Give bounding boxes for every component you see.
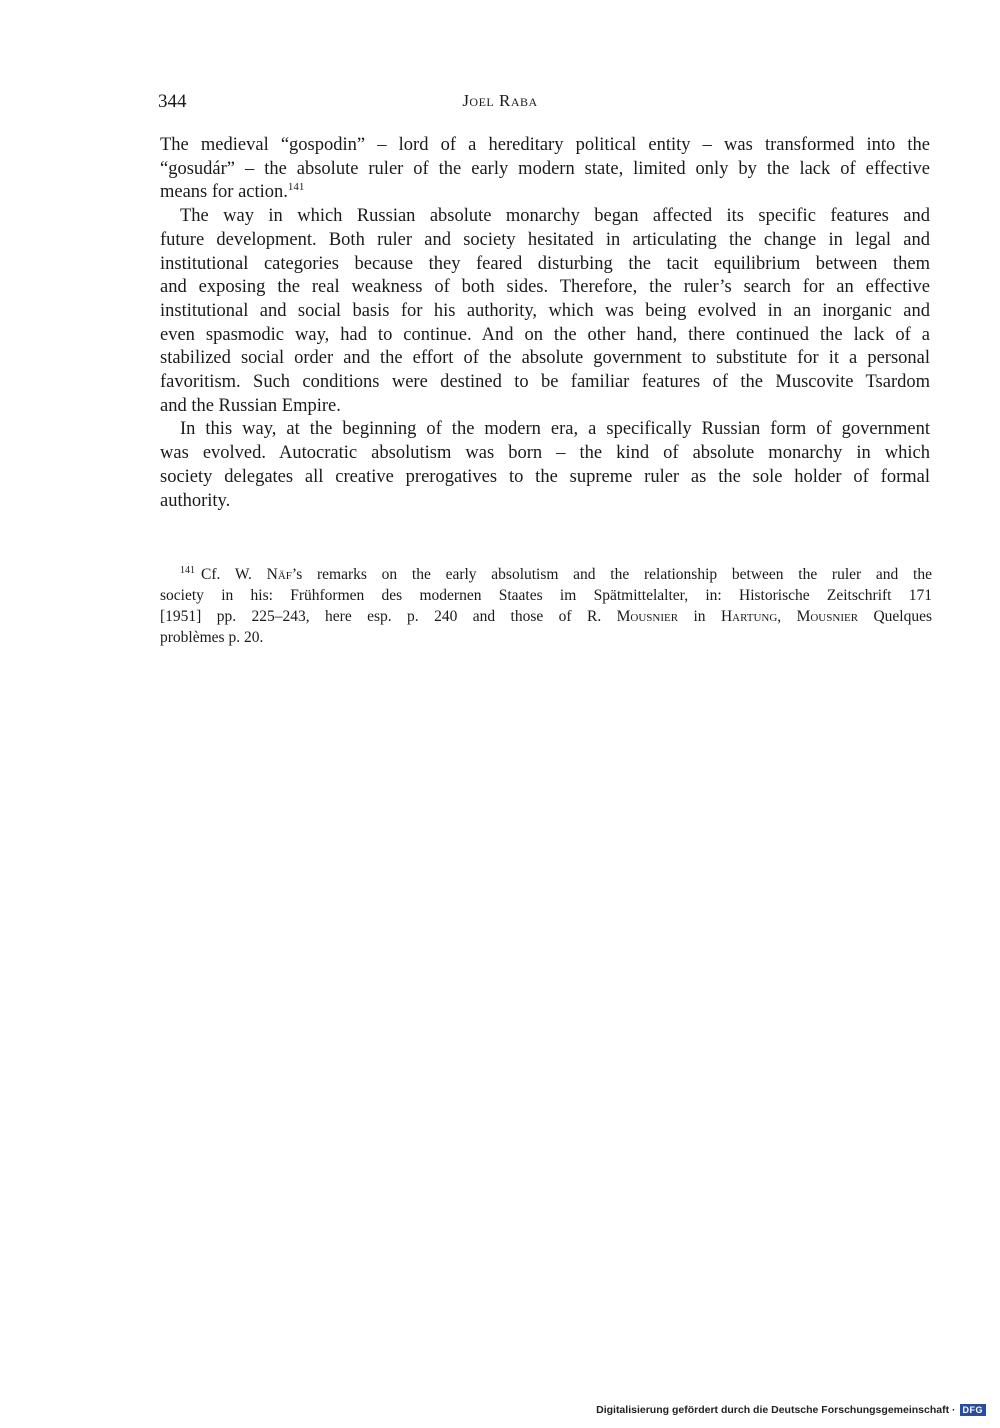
credit-text: Digitalisierung gefördert durch die Deutsche Forschungsgemeinschaft · [596,1404,956,1416]
footnote-text: ’s remarks on the early absolutism and the relationship between the ruler and the [291,566,932,583]
text-line: and the Russian Empire. [160,395,341,416]
text-line: In this way, at the beginning of the modern era, a specifically Russian form of government [180,419,930,440]
text-line: The medieval “gospodin” – lord of a hereditary political entity – was transformed into the [160,135,930,155]
text-line: The way in which Russian absolute monarchy began affected its specific features and [180,206,930,227]
digitization-credit [596,1404,986,1416]
footnote-mark: 141 [180,564,195,576]
text-line: society delegates all creative prerogatives to the supreme ruler as the sole holder of formal [160,466,930,487]
footnote-reference[interactable]: 141 [287,181,305,194]
paragraph-3 [160,418,930,513]
footnote-line: society in his: Frühformen des modernen Staates im Spätmittelalter, in: Historische Zeitschrift 171 [160,587,932,604]
author-name: Mousnier [616,608,679,625]
paragraph-2 [160,205,930,418]
body-text [160,134,930,513]
footnote-line: problèmes p. 20. [160,629,264,646]
running-head: Joel Raba [462,91,538,110]
text-line [160,181,930,205]
author-name: Näf [266,566,292,583]
text-line: and exposing the real weakness of both sides. Therefore, the ruler’s search for an effective [160,277,930,298]
page-number: 344 [158,91,187,112]
text-line: was evolved. Autocratic absolutism was born – the kind of absolute monarchy in which [160,443,930,464]
text-line-content: means for action. [160,182,288,203]
text-line: future development. Both ruler and society hesitated in articulating the change in legal and [160,229,930,250]
text-line: even spasmodic way, had to continue. And on the other hand, there continued the lack of a [160,324,930,345]
footnote-line [160,606,932,627]
footnote-text: Cf. W. [201,566,267,583]
paragraph-1 [160,134,930,205]
footnote-line [160,564,932,585]
text-line: stabilized social order and the effort of the absolute government to substitute for it a personal [160,348,930,369]
text-line: institutional categories because they feared disturbing the tacit equilibrium between them [160,253,930,274]
dfg-logo: DFG [960,1404,987,1416]
author-name: Hartung, Mousnier [720,608,859,625]
text-line: “gosudár” – the absolute ruler of the early modern state, limited only by the lack of effective [160,158,930,179]
text-line: institutional and social basis for his authority, which was being evolved in an inorganic and [160,300,930,321]
footnote-text: Quelques [858,608,932,625]
footnote-text: in [678,608,721,625]
text-line: authority. [160,490,231,511]
footnote-text: [1951] pp. 225–243, here esp. p. 240 and those of R. [160,608,617,625]
footnote [160,564,932,648]
text-line: favoritism. Such conditions were destined to be familiar features of the Muscovite Tsardom [160,372,930,393]
